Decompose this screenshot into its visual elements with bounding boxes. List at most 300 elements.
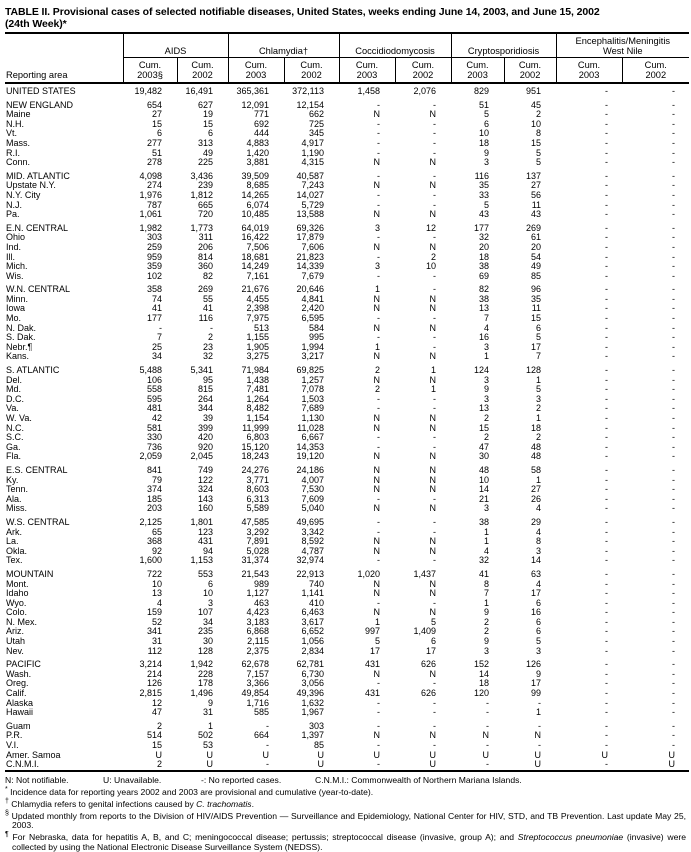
value-cell: 16,491	[185, 86, 214, 96]
value-cell: 40,587	[296, 170, 325, 181]
value-cell: 627	[197, 99, 214, 110]
value-cell: 49,396	[296, 688, 325, 699]
value-cell: -	[433, 341, 437, 352]
value-cell: 14	[479, 484, 490, 495]
value-cell: N	[373, 241, 381, 252]
value-cell: 736	[146, 441, 162, 452]
value-cell: 13	[151, 588, 162, 599]
value-cell: -	[605, 403, 609, 414]
value-cell: 6,074	[246, 199, 270, 210]
value-cell: 513	[253, 322, 270, 333]
value-cell: 278	[146, 157, 162, 168]
reporting-area-cell: Okla.	[6, 545, 28, 556]
value-cell: N	[429, 109, 437, 120]
value-cell: 51	[151, 147, 162, 158]
table-row	[5, 547, 689, 557]
value-cell: 116	[474, 170, 490, 181]
value-cell: 1	[431, 384, 437, 395]
reporting-area-cell: Md.	[6, 384, 22, 395]
table-row	[5, 385, 689, 395]
reporting-area-cell: UNITED STATES	[6, 86, 76, 96]
value-cell: 1,716	[246, 697, 270, 708]
reporting-area-cell: Nev.	[6, 645, 24, 656]
value-cell: -	[433, 441, 437, 452]
table-row	[5, 262, 689, 272]
reporting-area-cell: Colo.	[6, 607, 28, 618]
value-cell: N	[429, 588, 437, 599]
value-cell: -	[672, 109, 676, 120]
value-cell: 2	[431, 251, 437, 262]
value-cell: 3	[536, 545, 542, 556]
value-cell: 62,781	[296, 659, 325, 670]
value-cell: U	[155, 749, 162, 760]
value-cell: 112	[147, 645, 162, 656]
value-cell: 15	[151, 740, 162, 750]
value-cell: -	[433, 332, 437, 343]
value-cell: 514	[146, 730, 162, 741]
table-row	[5, 83, 689, 97]
table-row	[5, 699, 689, 709]
value-cell: 7,157	[246, 668, 270, 679]
value-cell: -	[433, 128, 437, 139]
value-cell: U	[482, 749, 490, 760]
table-row	[5, 253, 689, 263]
value-cell: -	[433, 189, 437, 200]
table-title-line1: TABLE II. Provisional cases of selected notifiable diseases, United States, weeks ending June 14, 2003, and June 15, 2002	[5, 6, 600, 18]
value-cell: -	[672, 332, 676, 343]
value-cell: 3,771	[246, 474, 270, 485]
table-row	[5, 168, 689, 182]
value-cell: 27	[531, 484, 542, 495]
value-cell: N	[482, 730, 490, 741]
value-cell: -	[605, 251, 609, 262]
value-cell: 13	[479, 303, 490, 314]
value-cell: -	[377, 99, 381, 110]
value-cell: 8	[536, 536, 542, 547]
value-cell: 311	[198, 232, 214, 243]
value-cell: N	[373, 484, 381, 495]
value-cell: 4	[536, 503, 542, 514]
value-cell: 9	[536, 668, 542, 679]
value-cell: -	[377, 128, 381, 139]
reporting-area-cell: Alaska	[6, 697, 34, 708]
value-cell: -	[605, 222, 609, 233]
cumulative-column-header	[339, 58, 395, 84]
disease-group-header	[228, 33, 339, 58]
table-row	[5, 233, 689, 243]
footnote-italic-text: Streptococcus pneumoniae	[517, 832, 624, 843]
value-cell: 3,881	[246, 157, 270, 168]
value-cell: 1	[536, 474, 542, 485]
value-cell: -	[605, 180, 609, 191]
reporting-area-cell: Calif.	[6, 688, 27, 699]
value-cell: 239	[197, 180, 214, 191]
value-cell: 1,942	[190, 659, 214, 670]
value-cell: -	[605, 516, 609, 527]
value-cell: N	[429, 578, 437, 589]
disease-group-header	[339, 33, 451, 58]
value-cell: -	[672, 284, 676, 295]
value-cell: 8	[536, 128, 542, 139]
cumulative-column-header	[395, 58, 451, 84]
value-cell: 177	[474, 222, 490, 233]
reporting-area-cell: NEW ENGLAND	[6, 99, 74, 110]
value-cell: 2,115	[247, 636, 270, 647]
value-cell: -	[605, 413, 609, 423]
value-cell: -	[672, 374, 676, 385]
value-cell: 225	[197, 157, 214, 168]
table-section	[5, 462, 689, 514]
table-row	[5, 149, 689, 159]
value-cell: 6,667	[301, 432, 325, 443]
value-cell: -	[672, 432, 676, 443]
value-cell: 185	[146, 493, 162, 504]
value-cell: 8,603	[246, 484, 270, 495]
value-cell: -	[605, 645, 609, 656]
value-cell: 1,496	[190, 688, 214, 699]
value-cell: U	[206, 759, 214, 770]
value-cell: -	[377, 516, 381, 527]
table-row	[5, 343, 689, 353]
value-cell: -	[605, 147, 609, 158]
value-cell: 410	[308, 597, 325, 608]
value-cell: 71,984	[241, 365, 270, 376]
value-cell: 6,868	[246, 626, 270, 637]
value-cell: 41	[203, 303, 214, 314]
value-cell: N	[373, 109, 381, 120]
value-cell: -	[433, 516, 437, 527]
value-cell: 3	[208, 597, 214, 608]
table-row	[5, 580, 689, 590]
value-cell: 41	[151, 303, 162, 314]
cum-label: Cum.	[577, 60, 601, 70]
value-cell: 1,773	[190, 222, 214, 233]
table-row	[5, 352, 689, 362]
table-header	[5, 33, 689, 83]
value-cell: U	[429, 759, 437, 770]
value-cell: 14	[479, 668, 490, 679]
value-cell: -	[605, 697, 609, 708]
value-cell: 3	[484, 374, 490, 385]
value-cell: 7,891	[246, 536, 270, 547]
value-cell: -	[672, 170, 676, 181]
value-cell: 431	[364, 659, 381, 670]
reporting-area-cell: Amer. Samoa	[6, 749, 61, 760]
reporting-area-cell: Ga.	[6, 441, 21, 452]
value-cell: -	[433, 284, 437, 295]
value-cell: 662	[308, 109, 325, 120]
value-cell: 7	[484, 313, 490, 324]
value-cell: 1,420	[246, 147, 270, 158]
table-row	[5, 414, 689, 424]
value-cell: 34	[203, 616, 214, 627]
value-cell: -	[605, 493, 609, 504]
value-cell: 654	[146, 99, 162, 110]
value-cell: -	[486, 759, 490, 770]
cum-label: Cum.	[518, 60, 542, 70]
value-cell: 18,681	[241, 251, 270, 262]
value-cell: 6	[208, 128, 214, 139]
value-cell: 2,375	[246, 645, 270, 656]
value-cell: -	[433, 137, 437, 148]
value-cell: 2,045	[190, 451, 214, 462]
value-cell: -	[605, 189, 609, 200]
value-cell: 740	[308, 578, 325, 589]
table-row	[5, 201, 689, 211]
value-cell: -	[266, 740, 270, 750]
value-cell: -	[672, 659, 676, 670]
reporting-area-cell: Del.	[6, 374, 23, 385]
value-cell: 159	[146, 607, 162, 618]
value-cell: 431	[197, 536, 214, 547]
value-cell: 7,975	[246, 313, 270, 324]
value-cell: -	[672, 645, 676, 656]
value-cell: 463	[253, 597, 270, 608]
value-cell: 1,257	[301, 374, 325, 385]
value-cell: N	[429, 293, 437, 304]
table-row	[5, 181, 689, 191]
value-cell: 4,423	[246, 607, 270, 618]
value-cell: 5,028	[246, 545, 270, 556]
value-cell: 15	[531, 137, 542, 148]
value-cell: 444	[253, 128, 270, 139]
value-cell: 7	[156, 332, 162, 343]
table-row	[5, 295, 689, 305]
value-cell: 49,695	[296, 516, 325, 527]
reporting-area-cell: Tenn.	[6, 484, 29, 495]
value-cell: -	[605, 199, 609, 210]
value-cell: -	[377, 189, 381, 200]
value-cell: 771	[253, 109, 270, 120]
footnote-text: .	[251, 798, 254, 809]
value-cell: -	[605, 597, 609, 608]
value-cell: 20	[531, 241, 542, 252]
value-cell: N	[429, 351, 437, 362]
reporting-area-cell: Va.	[6, 403, 19, 414]
value-cell: -	[672, 740, 676, 750]
value-cell: 24,186	[296, 464, 325, 475]
value-cell: -	[433, 313, 437, 324]
reporting-area-header: Reporting area	[5, 33, 123, 83]
value-cell: 2,420	[301, 303, 325, 314]
value-cell: 1,801	[190, 516, 214, 527]
value-cell: -	[605, 578, 609, 589]
value-cell: 177	[146, 313, 162, 324]
value-cell: -	[605, 555, 609, 566]
value-cell: -	[377, 270, 381, 281]
value-cell: 2,398	[246, 303, 270, 314]
value-cell: 7,161	[246, 270, 270, 281]
value-cell: 1,967	[301, 707, 325, 718]
value-cell: 5,589	[246, 503, 270, 514]
value-cell: -	[672, 636, 676, 647]
value-cell: 49	[203, 147, 214, 158]
value-cell: -	[377, 707, 381, 718]
value-cell: 1	[536, 413, 542, 423]
year-label: 2002	[645, 70, 667, 80]
value-cell: 16	[531, 607, 542, 618]
table-row	[5, 708, 689, 718]
value-cell: -	[605, 464, 609, 475]
value-cell: 1,190	[301, 147, 325, 158]
value-cell: 1,127	[246, 588, 270, 599]
value-cell: 41	[479, 568, 490, 579]
value-cell: -	[433, 232, 437, 243]
reporting-area-cell: Hawaii	[6, 707, 34, 718]
value-cell: 1	[208, 720, 214, 731]
value-cell: -	[433, 147, 437, 158]
value-cell: N	[429, 484, 437, 495]
value-cell: 2	[208, 332, 214, 343]
value-cell: 33	[479, 189, 490, 200]
value-cell: N	[373, 413, 381, 423]
value-cell: 959	[146, 251, 162, 262]
value-cell: 96	[531, 284, 542, 295]
value-cell: 1,154	[246, 413, 270, 423]
disease-group-header	[123, 33, 228, 58]
value-cell: -	[605, 261, 609, 272]
value-cell: 160	[197, 503, 214, 514]
value-cell: -	[605, 730, 609, 741]
value-cell: 1,600	[139, 555, 162, 566]
value-cell: -	[266, 720, 270, 731]
reporting-area-cell: N.H.	[6, 118, 24, 129]
value-cell: -	[672, 180, 676, 191]
value-cell: -	[672, 668, 676, 679]
value-cell: -	[605, 422, 609, 433]
table-row	[5, 608, 689, 618]
value-cell: -	[605, 109, 609, 120]
value-cell: 585	[253, 707, 270, 718]
value-cell: 94	[203, 545, 214, 556]
value-cell: -	[672, 99, 676, 110]
value-cell: 5	[484, 109, 490, 120]
year-label: 2003	[467, 70, 488, 80]
table-row	[5, 433, 689, 443]
reporting-area-cell: P.R.	[6, 730, 23, 741]
value-cell: 20,646	[296, 284, 325, 295]
value-cell: -	[377, 137, 381, 148]
value-cell: -	[377, 147, 381, 158]
value-cell: 8	[484, 578, 490, 589]
table-row	[5, 637, 689, 647]
value-cell: N	[373, 374, 381, 385]
reporting-area-cell: Ala.	[6, 493, 22, 504]
table-row	[5, 599, 689, 609]
table-row	[5, 627, 689, 637]
footnote-text: (invasive) were collected by using the National Electronic Disease Surveillance System (NEDSS).	[12, 832, 686, 852]
value-cell: 9	[484, 636, 490, 647]
value-cell: -	[605, 384, 609, 395]
value-cell: -	[377, 170, 381, 181]
value-cell: -	[433, 678, 437, 689]
value-cell: -	[377, 199, 381, 210]
value-cell: N	[373, 536, 381, 547]
value-cell: N	[373, 351, 381, 362]
value-cell: 19,120	[296, 451, 325, 462]
value-cell: 360	[197, 261, 214, 272]
reporting-area-cell: Wyo.	[6, 597, 27, 608]
value-cell: 64,019	[241, 222, 270, 233]
table-row	[5, 566, 689, 580]
value-cell: 1	[536, 374, 542, 385]
value-cell: -	[377, 740, 381, 750]
value-cell: 11,028	[297, 422, 325, 433]
value-cell: -	[605, 526, 609, 537]
reporting-area-cell: Vt.	[6, 128, 18, 139]
value-cell: 9	[484, 147, 490, 158]
cumulative-column-header	[284, 58, 339, 84]
value-cell: -	[672, 616, 676, 627]
value-cell: 126	[526, 659, 542, 670]
value-cell: 558	[146, 384, 162, 395]
cum-label: Cum.	[355, 60, 379, 70]
value-cell: -	[672, 189, 676, 200]
reporting-area-cell: N. Mex.	[6, 616, 38, 627]
value-cell: -	[605, 688, 609, 699]
value-cell: N	[429, 422, 437, 433]
table-row	[5, 537, 689, 547]
value-cell: 626	[421, 659, 437, 670]
table-row	[5, 333, 689, 343]
value-cell: 1,020	[357, 568, 381, 579]
value-cell: -	[538, 720, 542, 731]
value-cell: -	[605, 270, 609, 281]
reporting-area-cell: Ark.	[6, 526, 23, 537]
value-cell: -	[672, 578, 676, 589]
value-cell: 2,125	[139, 516, 162, 527]
value-cell: 65	[151, 526, 162, 537]
value-cell: -	[605, 720, 609, 731]
value-cell: 19,482	[134, 86, 162, 96]
value-cell: 997	[364, 626, 381, 637]
value-cell: N	[429, 503, 437, 514]
footnote-marker: §	[5, 809, 9, 817]
reporting-area-cell: Ohio	[6, 232, 26, 243]
footnote	[5, 797, 686, 809]
value-cell: -	[672, 393, 676, 404]
value-cell: 21	[479, 493, 490, 504]
value-cell: 34	[151, 351, 162, 362]
value-cell: 99	[531, 688, 542, 699]
table-row	[5, 139, 689, 149]
value-cell: 269	[197, 284, 214, 295]
value-cell: N	[373, 322, 381, 333]
value-cell: 1,632	[301, 697, 325, 708]
value-cell: 2,059	[139, 451, 162, 462]
table-row	[5, 452, 689, 462]
value-cell: 95	[203, 374, 214, 385]
value-cell: 920	[197, 441, 214, 452]
value-cell: -	[672, 697, 676, 708]
value-cell: -	[672, 128, 676, 139]
value-cell: 18	[479, 251, 490, 262]
value-cell: 31	[151, 636, 162, 647]
value-cell: 1,438	[246, 374, 270, 385]
reporting-area-cell: V.I.	[6, 740, 19, 750]
table-row	[5, 97, 689, 111]
reporting-area-cell: Oreg.	[6, 678, 29, 689]
value-cell: 38	[479, 516, 490, 527]
table-row	[5, 443, 689, 453]
value-cell: -	[672, 503, 676, 514]
value-cell: 4,455	[246, 293, 270, 304]
value-cell: 6	[208, 578, 214, 589]
value-cell: N	[429, 374, 437, 385]
value-cell: -	[672, 707, 676, 718]
value-cell: 4,787	[301, 545, 325, 556]
value-cell: 12,154	[296, 99, 325, 110]
